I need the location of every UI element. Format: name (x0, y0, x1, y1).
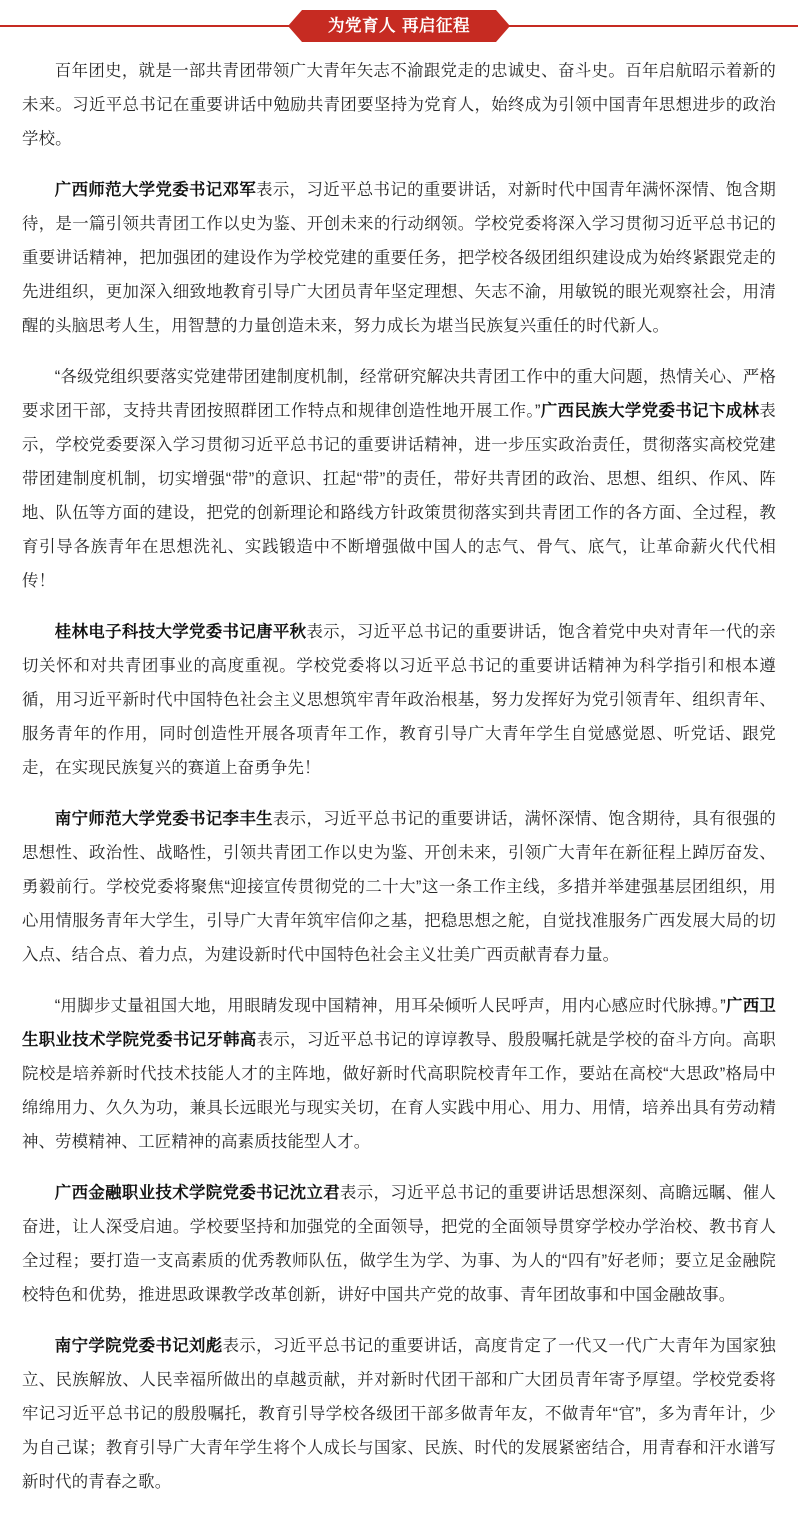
paragraph-bian-chenglin (22, 360, 776, 598)
paragraph-shen-lijun (22, 1176, 776, 1312)
banner-title-part1: 为党育人 (328, 17, 396, 35)
paragraph-tang-pingqiu-text: 表示，习近平总书记的重要讲话，饱含着党中央对青年一代的亲切关怀和对共青团事业的高度重视。学校党委将以习近平总书记的重要讲话精神为科学指引和根本遵循，用习近平新时代中国特色社会主义思想筑牢青年政治根基，努力发挥好为党引领青年、组织青年、服务青年的作用，同时创造性开展各项青年工作，教育引导广大青年学生自觉感觉恩、听党话、跟党走，在实现民族复兴的赛道上奋勇争先！ (22, 623, 777, 777)
article-body (0, 54, 798, 1536)
paragraph-ya-hangao (22, 989, 776, 1159)
banner-ribbon (302, 10, 496, 42)
paragraph-shen-lijun-text: 表示，习近平总书记的重要讲话思想深刻、高瞻远瞩、催人奋进，让人深受启迪。学校要坚持和加强党的全面领导，把党的全面领导贯穿学校办学治校、教书育人全过程；要打造一支高素质的优秀教师队伍，做学生为学、为事、为人的“四有”好老师；要立足金融院校特色和优势，推进思政课教学改革创新，讲好中国共产党的故事、青年团故事和中国金融故事。 (22, 1184, 776, 1304)
banner-ribbon-container (0, 10, 798, 42)
person-name-li-fengsheng: 南宁师范大学党委书记李丰生 (54, 810, 273, 828)
person-name-tang-pingqiu: 桂林电子科技大学党委书记唐平秋 (54, 623, 307, 641)
paragraph-ya-hangao-text: 表示，习近平总书记的谆谆教导、殷殷嘱托就是学校的奋斗方向。高职院校是培养新时代技术技能人才的主阵地，做好新时代高职院校青年工作，要站在高校“大思政”格局中绵绵用力、久久为功，兼具长远眼光与现实关切，在育人实践中用心、用力、用情，培养出具有劳动精神、劳模精神、工匠精神的高素质技能型人才。 (22, 1031, 776, 1151)
paragraph-intro-text: 百年团史，就是一部共青团带领广大青年矢志不渝跟党走的忠诚史、奋斗史。百年启航昭示着新的未来。习近平总书记在重要讲话中勉励共青团要坚持为党育人，始终成为引领中国青年思想进步的政治学校。 (22, 62, 776, 148)
paragraph-liu-biao-text: 表示，习近平总书记的重要讲话，高度肯定了一代又一代广大青年为国家独立、民族解放、人民幸福所做出的卓越贡献，并对新时代团干部和广大团员青年寄予厚望。学校党委将牢记习近平总书记的殷殷嘱托，教育引导学校各级团干部多做青年友，不做青年“官”，多为青年计，少为自己谋；教育引导广大青年学生将个人成长与国家、民族、时代的发展紧密结合，用青春和汗水谱写新时代的青春之歌。 (22, 1337, 776, 1491)
paragraph-li-fengsheng-text: 表示，习近平总书记的重要讲话，满怀深情、饱含期待，具有很强的思想性、政治性、战略性，引领共青团工作以史为鉴、开创未来，引领广大青年在新征程上踔厉奋发、勇毅前行。学校党委将聚焦“迎接宣传贯彻党的二十大”这一条工作主线，多措并举建强基层团组织，用心用情服务青年大学生，引导广大青年筑牢信仰之基，把稳思想之舵，自觉找准服务广西发展大局的切入点、结合点、着力点，为建设新时代中国特色社会主义壮美广西贡献青春力量。 (22, 810, 776, 964)
paragraph-deng-jun (22, 173, 776, 343)
person-name-bian-chenglin: 广西民族大学党委书记卞成林 (540, 402, 760, 420)
quote-dangjian-daituanjian: “各级党组织要落实党建带团建制度机制，经常研究解决共青团工作中的重大问题，热情关心、严格要求团干部，支持共青团按照群团工作特点和规律创造性地开展工作。” (22, 368, 776, 420)
section-banner (0, 0, 798, 54)
person-name-liu-biao: 南宁学院党委书记刘彪 (54, 1337, 223, 1355)
quote-jiaobu-zhangliang: “用脚步丈量祖国大地，用眼睛发现中国精神，用耳朵倾听人民呼声，用内心感应时代脉搏。” (54, 997, 726, 1015)
paragraph-li-fengsheng (22, 802, 776, 972)
person-name-deng-jun: 广西师范大学党委书记邓军 (54, 181, 257, 199)
paragraph-tang-pingqiu (22, 615, 776, 785)
paragraph-bian-chenglin-text: 表示，学校党委要深入学习贯彻习近平总书记的重要讲话精神，进一步压实政治责任，贯彻落实高校党建带团建制度机制，切实增强“带”的意识、扛起“带”的责任，带好共青团的政治、思想、组织、作风、阵地、队伍等方面的建设，把党的创新理论和路线方针政策贯彻落实到共青团工作的各方面、全过程，教育引导各族青年在思想洗礼、实践锻造中不断增强做中国人的志气、骨气、底气，让革命薪火代代相传！ (22, 402, 776, 590)
paragraph-intro (22, 54, 776, 156)
paragraph-deng-jun-text: 表示，习近平总书记的重要讲话，对新时代中国青年满怀深情、饱含期待，是一篇引领共青团工作以史为鉴、开创未来的行动纲领。学校党委将深入学习贯彻习近平总书记的重要讲话精神，把加强团的建设作为学校党建的重要任务，把学校各级团组织建设成为始终紧跟党走的先进组织，更加深入细致地教育引导广大团员青年坚定理想、矢志不渝，用敏锐的眼光观察社会，用清醒的头脑思考人生，用智慧的力量创造未来，努力成长为堪当民族复兴重任的时代新人。 (22, 181, 777, 335)
paragraph-liu-biao (22, 1329, 776, 1499)
banner-title-part2: 再启征程 (402, 17, 470, 35)
person-name-shen-lijun: 广西金融职业技术学院党委书记沈立君 (54, 1184, 340, 1202)
person-name-ya-hangao: 广西卫生职业技术学院党委书记牙韩高 (22, 997, 776, 1049)
